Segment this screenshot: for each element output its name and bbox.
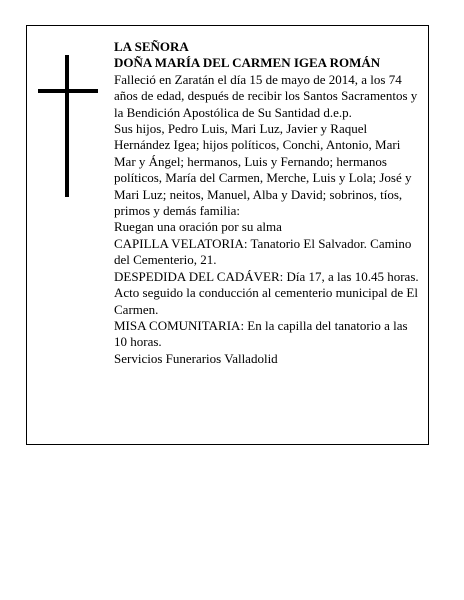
family-list: Sus hijos, Pedro Luis, Mari Luz, Javier y Raquel Hernández Igea; hijos políticos, Conchi, Antonio, Mari Mar y Ángel; hermanos, Luis y Fernando; hermanos políticos, María del Carmen, Merche, Luis y Lola; José y Mari Luz; neitos, Manuel, Alba y David; sobrinos, tíos, primos y demás familia: — [114, 121, 412, 219]
cross-horizontal-bar — [38, 89, 98, 93]
chapel-info: CAPILLA VELATORIA: Tanatorio El Salvador. Camino del Cementerio, 21. — [114, 235, 412, 268]
farewell-info: DESPEDIDA DEL CADÁVER: Día 17, a las 10.45 horas. Acto seguido la conducción al cementerio municipal de El Carmen. — [114, 268, 419, 317]
cross-icon — [38, 55, 98, 197]
obituary-title: LA SEÑORA — [114, 39, 189, 54]
mass-info: MISA COMUNITARIA: En la capilla del tanatorio a las 10 horas. — [114, 317, 408, 350]
funeral-home: Servicios Funerarios Valladolid — [114, 350, 278, 366]
cross-vertical-bar — [65, 55, 69, 197]
deceased-name: DOÑA MARÍA DEL CARMEN IGEA ROMÁN — [114, 55, 381, 71]
obituary-text — [114, 39, 420, 367]
prayer-request: Ruegan una oración por su alma — [114, 219, 282, 235]
death-info: Falleció en Zaratán el día 15 de mayo de 2014, a los 74 años de edad, después de recibir los Santos Sacramentos y la Bendición Apostólica de Su Santidad d.e.p. — [114, 71, 418, 120]
